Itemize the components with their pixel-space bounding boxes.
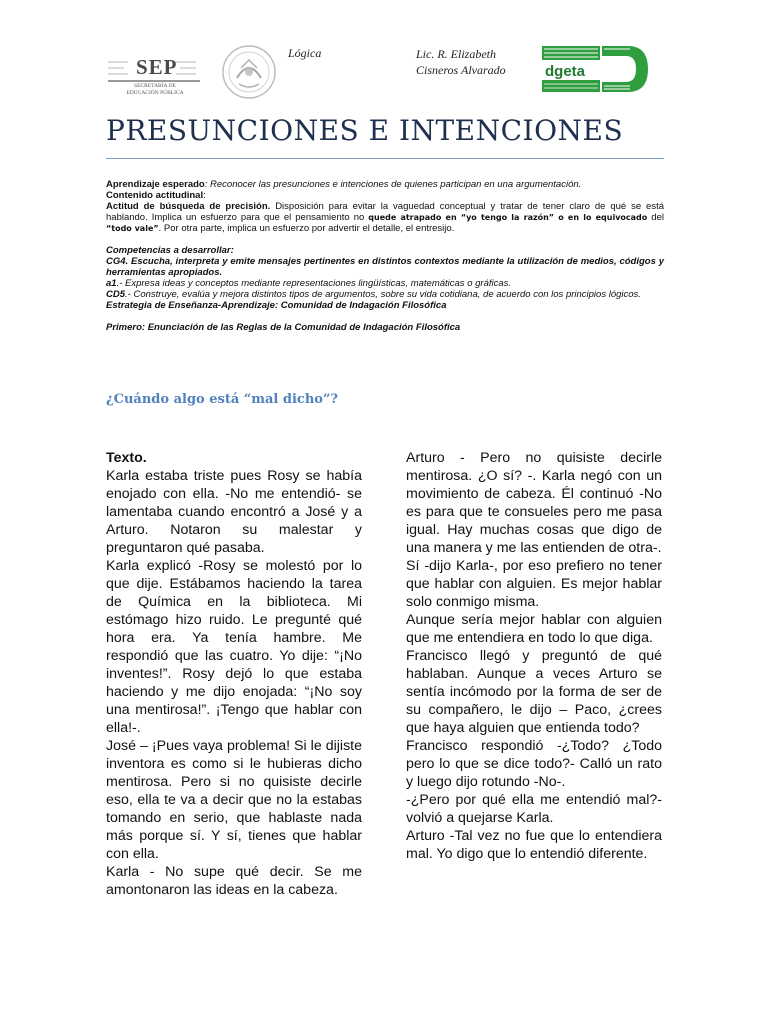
story-paragraph: Sí -dijo Karla-, por eso prefiero no tener que hablar con alguien. Es mejor hablar solo conmigo misma.: [406, 558, 662, 610]
aprendizaje-text: : Reconocer las presunciones e intenciones de quienes participan en una argumentación.: [204, 179, 582, 190]
story-paragraph: Aunque sería mejor hablar con alguien que me entendiera en todo lo que diga.: [406, 612, 662, 646]
cd5-text: .- Construye, evalúa y mejora distintos tipos de argumentos, sobre su vida cotidiana, de acuerdo con los principios lógicos.: [125, 289, 641, 300]
story-column-left: [106, 449, 362, 899]
story-paragraph: Karla explicó -Rosy se molestó por lo que dije. Estábamos haciendo la tarea de Química en la biblioteca. Mi estómago hizo ruido. Le pregunté qué hora era. Ya tenía hambre. Me respondió que las cuatro. Yo dije: “¡No inventes!”. Rosy dejó lo que estaba haciendo y me dijo enojada: “¡No soy una mentirosa!”. ¡Tengo que hablar con ella!-.: [106, 558, 362, 736]
estrategia-line: Estrategia de Enseñanza-Aprendizaje: Comunidad de Indagación Filosófica: [106, 300, 447, 311]
competencias-label: Competencias a desarrollar:: [106, 245, 234, 256]
intro-block: [106, 179, 664, 333]
story-column-right: [406, 449, 662, 863]
dgeta-logo: [542, 46, 648, 92]
story-paragraph: Francisco respondió -¿Todo? ¿Todo pero lo que se dice todo?- Calló un rato y luego dijo rotundo -No-.: [406, 738, 662, 790]
story-paragraph: Francisco llegó y preguntó de qué hablaban. Aunque a veces Arturo se sentía incómodo por la forma de ser de su compañero, le dijo – Paco, ¿crees que haya alguien que entienda todo?: [406, 648, 662, 736]
story-paragraph: -¿Pero por qué ella me entendió mal?- volvió a quejarse Karla.: [406, 792, 662, 826]
a1-label: a1: [106, 278, 117, 289]
aprendizaje-label: Aprendizaje esperado: [106, 179, 205, 190]
actitud-text-2: del: [647, 212, 664, 223]
contenido-colon: :: [203, 190, 206, 201]
actitud-precision: [106, 201, 664, 234]
story-paragraph: José – ¡Pues vaya problema! Si le dijiste inventora es como si le hubieras dicho mentirosa. Pero si no quisiste decirle eso, ella te va a decir que no la estabas tomando en serio, que hablaste nada más porque sí. Y sí, tienes que hablar con ella.: [106, 738, 362, 862]
teacher-line-2: Cisneros Alvarado: [416, 63, 506, 77]
sep-logo-rule: [108, 80, 200, 82]
aprendizaje-esperado: [106, 179, 664, 190]
dgeta-logo-word: dgeta: [545, 63, 586, 80]
actitud-mono-1: quede atrapado en “yo tengo la razón” o en lo equivocado: [368, 213, 648, 222]
actitud-mono-2: “todo vale”: [106, 224, 159, 233]
teacher-name: [416, 46, 506, 78]
actitud-text-1: Disposición para evitar la vaguedad conceptual y tratar de tener claro de qué se está hablando. Implica un esfuerzo para que el pensamiento no: [106, 201, 664, 223]
actitud-text-3: . Por otra parte, implica un esfuerzo por advertir el detalle, el entresijo.: [158, 223, 455, 234]
actitud-label: Actitud de búsqueda de precisión.: [106, 201, 271, 212]
story-paragraph: Karla estaba triste pues Rosy se había enojado con ella. -No me entendió- se lamentaba cuando encontró a José y a Arturo. Notaron su malestar y preguntaron qué pasaba.: [106, 468, 362, 556]
intro-spacer: [106, 234, 664, 245]
sep-logo-subtitle: SECRETARÍA DE EDUCACIÓN PÚBLICA: [126, 83, 184, 96]
contenido-label: Contenido actitudinal: [106, 190, 204, 201]
title-divider: [106, 158, 664, 159]
sep-logo: [106, 52, 202, 96]
cg4-competency: CG4. Escucha, interpreta y emite mensajes pertinentes en distintos contextos mediante la utilización de medios, códigos y herramientas apropiados.: [106, 256, 664, 278]
a1-competency: [106, 278, 664, 289]
story-paragraph: Karla - No supe qué decir. Se me amontonaron las ideas en la cabeza.: [106, 864, 362, 898]
mexican-seal-icon: [221, 44, 277, 100]
primero-line: Primero: Enunciación de las Reglas de la Comunidad de Indagación Filosófica: [106, 322, 461, 333]
page-header: [0, 0, 768, 110]
section-heading: ¿Cuándo algo está “mal dicho”?: [106, 392, 339, 407]
cd5-competency: [106, 289, 664, 300]
cd5-label: CD5: [106, 289, 126, 300]
a1-text: .- Expresa ideas y conceptos mediante representaciones lingüísticas, matemáticas o gráficas.: [116, 278, 512, 289]
story-paragraph: Arturo - Pero no quisiste decirle mentirosa. ¿O sí? -. Karla negó con un movimiento de cabeza. Él continuó -No es para que te consueles pero me pasa igual. Hay muchas cosas que digo de una manera y me las entienden de otra-.: [406, 450, 662, 556]
intro-spacer: [106, 311, 664, 322]
course-name: Lógica: [288, 46, 322, 60]
document-title: PRESUNCIONES E INTENCIONES: [106, 114, 624, 147]
teacher-line-1: Lic. R. Elizabeth: [416, 47, 496, 61]
sep-logo-word: SEP: [136, 55, 178, 79]
story-paragraph: Arturo -Tal vez no fue que lo entendiera mal. Yo digo que lo entendió diferente.: [406, 828, 662, 862]
contenido-actitudinal: [106, 190, 664, 201]
story-label: Texto.: [106, 450, 147, 466]
